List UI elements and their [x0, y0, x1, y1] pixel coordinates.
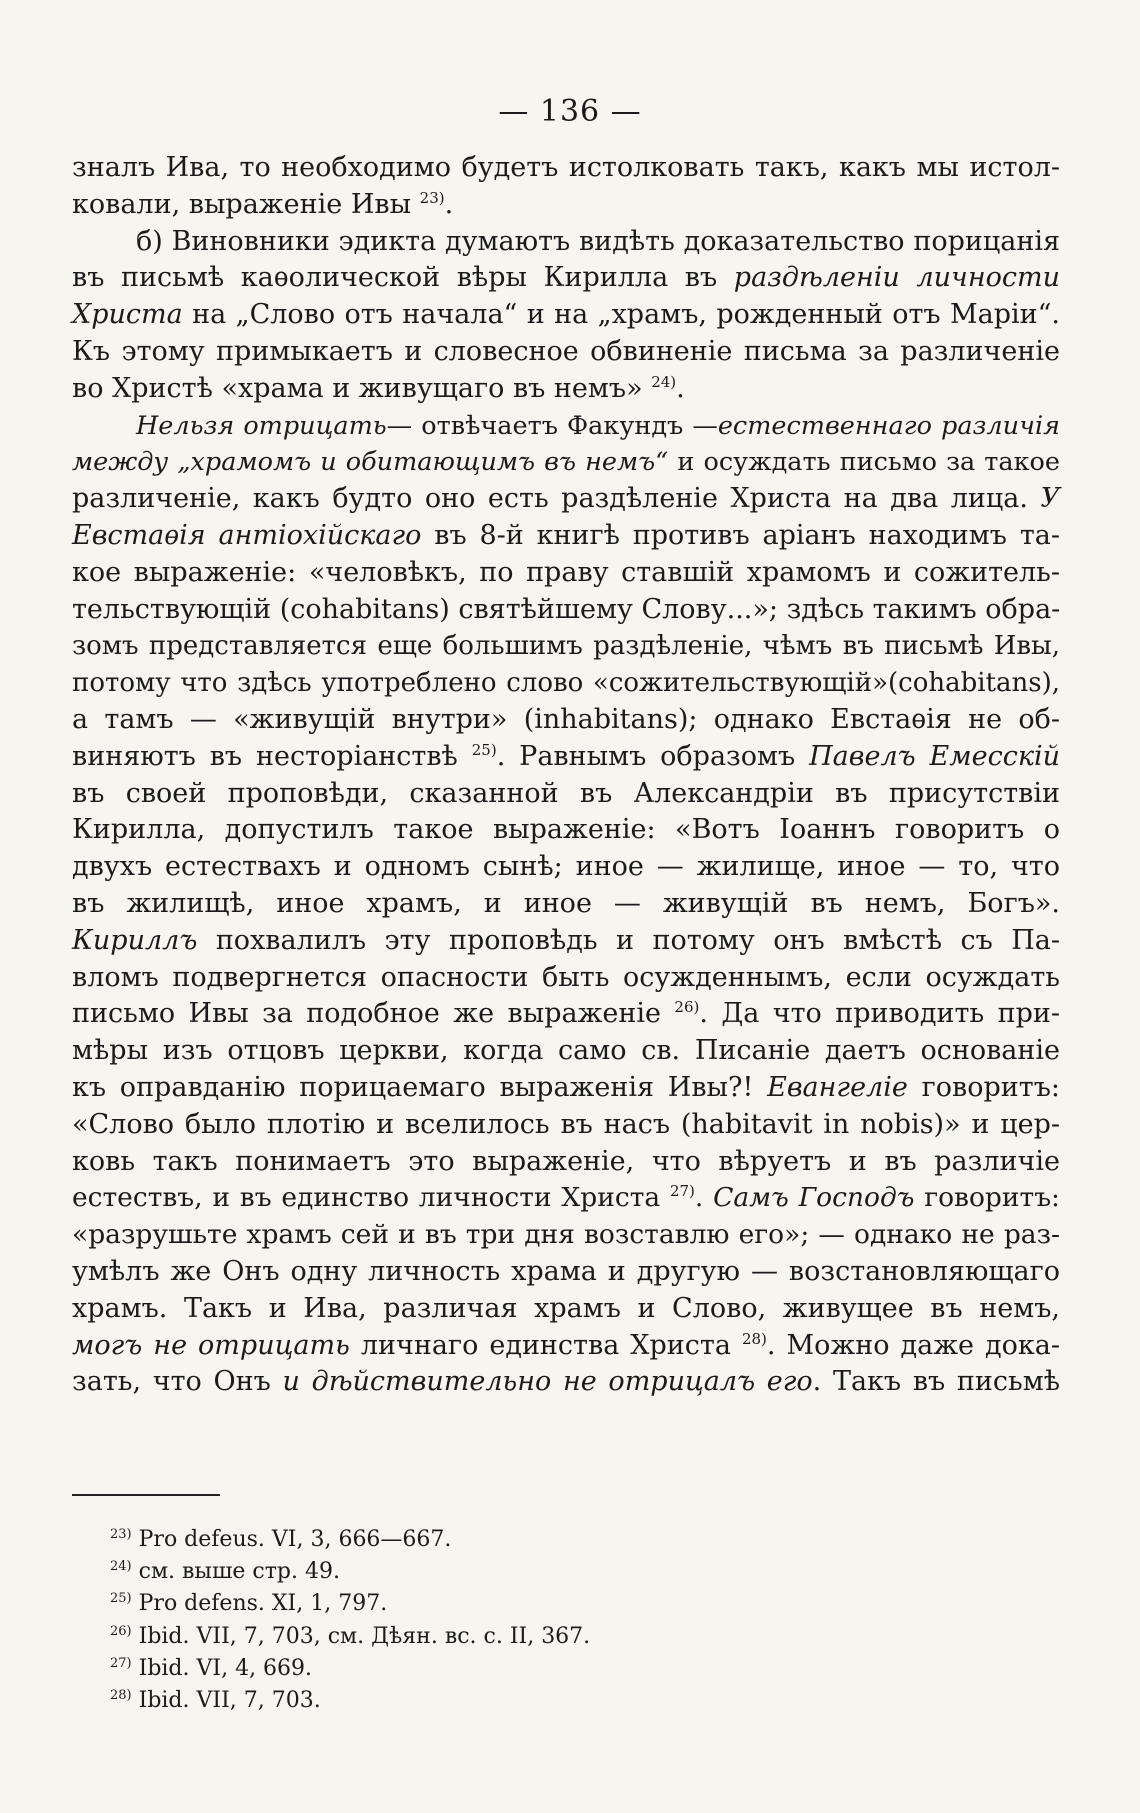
text-line: [72, 1144, 1060, 1181]
text-run: естествъ, и въ единство личности Христа: [72, 1182, 661, 1214]
text-run: умѣлъ же Онъ одну личность храма и другую — возстановляющаго: [72, 1255, 1060, 1287]
text-run: кое выраженіе: «человѣкъ, по праву ставшій храмомъ и сожитель-: [72, 556, 1060, 588]
footnote-text: Ibid. VII, 7, 703.: [138, 1688, 321, 1714]
text-run: . Такъ въ письмѣ: [812, 1366, 1060, 1398]
text-run: ковь такъ понимаетъ это выраженіе, что вѣруетъ и въ различіе: [72, 1145, 1060, 1177]
text-line: [72, 628, 1060, 665]
text-run: Кирилла, допустилъ такое выраженіе: «Вотъ Іоаннъ говоритъ о: [72, 814, 1060, 846]
italic-run: „храмомъ и обитающимъ въ немъ“: [177, 447, 669, 478]
footnote: [110, 1524, 590, 1556]
footnote-text: Ibid. VI, 4, 669.: [138, 1655, 313, 1681]
text-run: къ оправданію порицаемаго выраженія Ивы?!: [72, 1071, 754, 1103]
italic-run: Нельзя отрицать: [136, 410, 387, 441]
text-run: различеніе, какъ будто оно есть раздѣленіе Христа на два лица.: [72, 483, 1028, 515]
footnote-mark: 28): [110, 1688, 132, 1704]
text-run: мѣры изъ отцовъ церкви, когда само св. Писаніе даетъ основаніе: [72, 1035, 1060, 1067]
footnote-ref: 23): [419, 188, 445, 207]
italic-run: могъ не отрицать: [72, 1329, 350, 1361]
italic-run: Павелъ Емесскій: [809, 740, 1060, 772]
footnote-text: Pro defens. XI, 1, 797.: [138, 1591, 388, 1617]
text-run: . Можно даже дока-: [766, 1329, 1061, 1361]
footnote: [110, 1588, 590, 1620]
text-run: и осуждать письмо за такое: [677, 447, 1061, 478]
italic-run: Самъ Господъ: [713, 1182, 915, 1214]
text-run: ковали, выраженіе Ивы: [72, 188, 412, 220]
footnote: [110, 1556, 590, 1588]
text-line: ковали, выраженіе Ивы $^{23)}$.: [72, 188, 454, 220]
text-line: [72, 260, 1060, 297]
text-line: [72, 408, 1060, 445]
text-run: тельствующій (cohabitans) святѣйшему Слову...»; здѣсь такимъ обра-: [72, 593, 1061, 625]
text-line: [72, 1328, 1060, 1365]
text-line: [72, 739, 1060, 776]
italic-run: Евстаѳія антіохійскаго: [72, 519, 422, 551]
italic-run: и дѣйствительно не отрицалъ его: [282, 1366, 813, 1398]
text-run: зать, что Онъ: [72, 1366, 271, 1398]
text-run: въ 8-й книгѣ противъ аріанъ находимъ та-: [434, 519, 1060, 551]
text-line: [72, 849, 1060, 886]
text-run: письмо Ивы за подобное же выраженіе: [72, 998, 662, 1030]
italic-run: естественнаго различія: [717, 410, 1060, 441]
italic-run: Христа: [72, 299, 183, 331]
footnote-ref: 26): [674, 998, 700, 1017]
text-line: [72, 702, 1060, 739]
text-run: зналъ Ива, то необходимо будетъ истолковать такъ, какъ мы истол-: [72, 152, 1060, 183]
text-line: [72, 923, 1060, 960]
text-run: двухъ естествахъ и одномъ сынѣ; иное — жилище, иное — то, что: [72, 851, 1060, 883]
text-line: [72, 996, 1060, 1033]
footnote-ref: 25): [471, 740, 497, 759]
text-run: потому что здѣсь употреблено слово «сожительствующій»(cohabitans),: [72, 668, 1060, 699]
text-run: «разрушьте храмъ сей и въ три дня возставлю его»; — однако не раз-: [72, 1219, 1060, 1251]
text-line: [72, 665, 1060, 702]
main-text: [72, 150, 1060, 1401]
text-run: во Христѣ «храма и живущаго въ немъ»: [72, 372, 643, 404]
footnote-mark: 27): [110, 1655, 132, 1671]
footnote: [110, 1621, 590, 1653]
text-run: похвалилъ эту проповѣдь и потому онъ вмѣстѣ съ Па-: [215, 924, 1060, 956]
text-run: личнаго единства Христа: [360, 1329, 731, 1361]
text-line: во Христѣ «храма и живущаго въ немъ» $^{24)}$.: [72, 372, 685, 404]
italic-run: У: [1040, 483, 1060, 515]
footnote-mark: 26): [110, 1623, 132, 1639]
text-run: въ письмѣ каѳолической вѣры Кирилла въ: [72, 262, 718, 294]
footnote-ref: 28): [741, 1329, 767, 1348]
text-run: храмъ. Такъ и Ива, различая храмъ и Слово, живущее въ немъ,: [72, 1292, 1060, 1324]
text-line: [72, 334, 1060, 371]
text-line: [72, 1070, 1060, 1107]
text-line: [72, 444, 1060, 481]
text-run: говоритъ:: [921, 1071, 1060, 1103]
footnote-text: Pro defeus. VI, 3, 666—667.: [138, 1527, 452, 1552]
footnote-mark: 24): [110, 1559, 132, 1575]
text-run: зомъ представляется еще большимъ раздѣленіе, чѣмъ въ письмѣ Ивы,: [72, 631, 1060, 662]
text-run: б) Виновники эдикта думаютъ видѣть доказательство порицанія: [136, 225, 1060, 257]
text-line: [72, 1217, 1060, 1254]
text-line: [72, 1033, 1060, 1070]
text-line: [72, 886, 1060, 923]
footnote-ref: 27): [669, 1182, 695, 1201]
text-run: «Слово было плотію и вселилось въ насъ (habitavit in nobis)» и цер-: [72, 1108, 1060, 1140]
text-line: [72, 1107, 1060, 1144]
text-run: на „Слово отъ начала“ и на „храмъ, рожденный отъ Маріи“.: [192, 299, 1060, 331]
footnote-mark: 25): [110, 1591, 132, 1607]
text-run: — отвѣчаетъ Факундъ —: [386, 410, 718, 441]
text-run: говоритъ:: [924, 1182, 1060, 1214]
text-run: Къ этому примыкаетъ и словесное обвиненіе письма за различеніе: [72, 335, 1060, 367]
footnote-separator: [72, 1494, 220, 1496]
footnote: [110, 1685, 590, 1717]
text-line: [72, 555, 1060, 592]
footnotes: [110, 1524, 590, 1717]
page-number: — 136 —: [498, 94, 642, 129]
footnote-ref: 24): [651, 372, 677, 391]
text-line: [72, 592, 1060, 629]
italic-run: раздѣленіи личности: [733, 262, 1060, 294]
text-line: [72, 150, 1060, 187]
italic-run: Кириллъ: [72, 924, 198, 956]
text-line: [72, 481, 1060, 518]
text-line: [72, 960, 1060, 997]
text-line: [72, 1291, 1060, 1328]
text-line: [72, 224, 1060, 261]
text-run: виняютъ въ несторіанствѣ: [72, 740, 458, 772]
footnote-mark: 23): [110, 1527, 132, 1542]
italic-run: между: [72, 447, 169, 478]
text-run: въ своей проповѣди, сказанной въ Александріи въ присутствіи: [72, 777, 1060, 809]
text-line: [72, 1364, 1060, 1401]
footnote-text: Ibid. VII, 7, 703, см. Дѣян. вс. с. II, 367.: [138, 1623, 591, 1649]
text-line: [72, 812, 1060, 849]
text-run: . Равнымъ образомъ: [496, 740, 796, 772]
italic-run: Евангеліе: [767, 1071, 908, 1103]
text-line: [72, 518, 1060, 555]
footnote-text: см. выше стр. 49.: [138, 1559, 340, 1585]
text-run: въ жилищѣ, иное храмъ, и иное — живущій въ немъ, Богъ».: [72, 887, 1060, 919]
text-line: [72, 776, 1060, 813]
text-run: . Да что приводить при-: [699, 998, 1060, 1030]
text-run: а тамъ — «живущій внутри» (inhabitans); однако Евстаѳія не об-: [72, 703, 1060, 735]
footnote: [110, 1653, 590, 1685]
text-line: естествъ, и въ единство личности Христа $^{27)}$. Самъ Господъ говоритъ:: [72, 1182, 1060, 1214]
text-run: вломъ подвергнется опасности быть осужденнымъ, если осуждать: [72, 961, 1060, 993]
text-line: [72, 297, 1060, 334]
text-line: [72, 1254, 1060, 1291]
